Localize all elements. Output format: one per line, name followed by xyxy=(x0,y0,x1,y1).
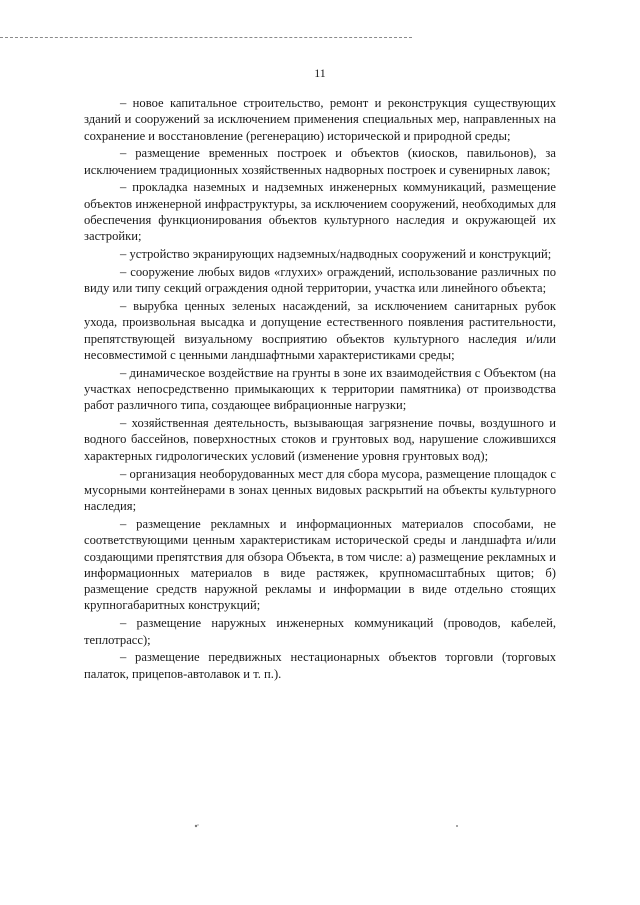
paragraph-temporary-buildings: – размещение временных построек и объектов (киосков, павильонов), за исключением традиционных хозяйственных надворных построек и сувенирных лавок; xyxy=(84,146,556,177)
paragraph-new-construction: – новое капитальное строительство, ремонт и реконструкция существующих зданий и сооружений за исключением применения специальных мер, направленных на сохранение и восстановление (регенерацию) исторической и природной среды; xyxy=(84,96,556,143)
paragraph-screening-structures: – устройство экранирующих надземных/надводных сооружений и конструкций; xyxy=(120,247,552,262)
paragraph-tree-felling: – вырубка ценных зеленых насаждений, за исключением санитарных рубок ухода, произвольная высадка и допущение естественного появления растительности, препятствующей визуальному восприятию объектов культурного наследия и/или несовместимой с ценными ландшафтными характеристиками среды; xyxy=(84,299,556,362)
paragraph-advertising: – размещение рекламных и информационных материалов способами, не соответствующими ценным характеристикам исторической среды и ландшафта и/или создающими препятствия для обзора Объекта, в том числе: а) размещение рекламных и информационных материалов в виде растяжек, крупномасштабных щитов; б) размещение средств наружной рекламы и информации в виде отдельно стоящих крупногабаритных конструкций; xyxy=(84,516,556,613)
paragraph-fences: – сооружение любых видов «глухих» ограждений, использование различных по виду или типу секций ограждения одной территории, участка или линейного объекта; xyxy=(84,264,556,296)
page-number: 11 xyxy=(314,66,326,80)
paragraph-engineering-communications: – прокладка наземных и надземных инженерных коммуникаций, размещение объектов инженерной инфраструктуры, за исключением сооружений, необходимых для обеспечения функционирования объектов культурного наследия и окружающей их застройки; xyxy=(84,180,556,244)
paragraph-dynamic-impact: – динамическое воздействие на грунты в зоне их взаимодействия с Объектом (на участках непосредственно примыкающих к территории памятника) от производства работ различного типа, создающее вибрационные нагрузки; xyxy=(84,365,556,413)
paragraph-garbage-sites: – организация необорудованных мест для сбора мусора, размещение площадок с мусорными контейнерами в зонах ценных видовых раскрытий на объекты культурного наследия; xyxy=(84,466,556,514)
scan-border-line xyxy=(0,37,412,38)
document-body xyxy=(84,95,556,683)
paragraph-mobile-trade: – размещение передвижных нестационарных объектов торговли (торговых палаток, прицепов-автолавок и т. п.). xyxy=(84,650,556,681)
paragraph-pollution: – хозяйственная деятельность, вызывающая загрязнение почвы, воздушного и водного бассейнов, поверхностных стоков и грунтовых вод, нарушение сложившихся характерных гидрологических условий (изменение уровня грунтовых вод); xyxy=(84,416,556,463)
paragraph-external-utilities: – размещение наружных инженерных коммуникаций (проводов, кабелей, теплотрасс); xyxy=(84,616,556,647)
